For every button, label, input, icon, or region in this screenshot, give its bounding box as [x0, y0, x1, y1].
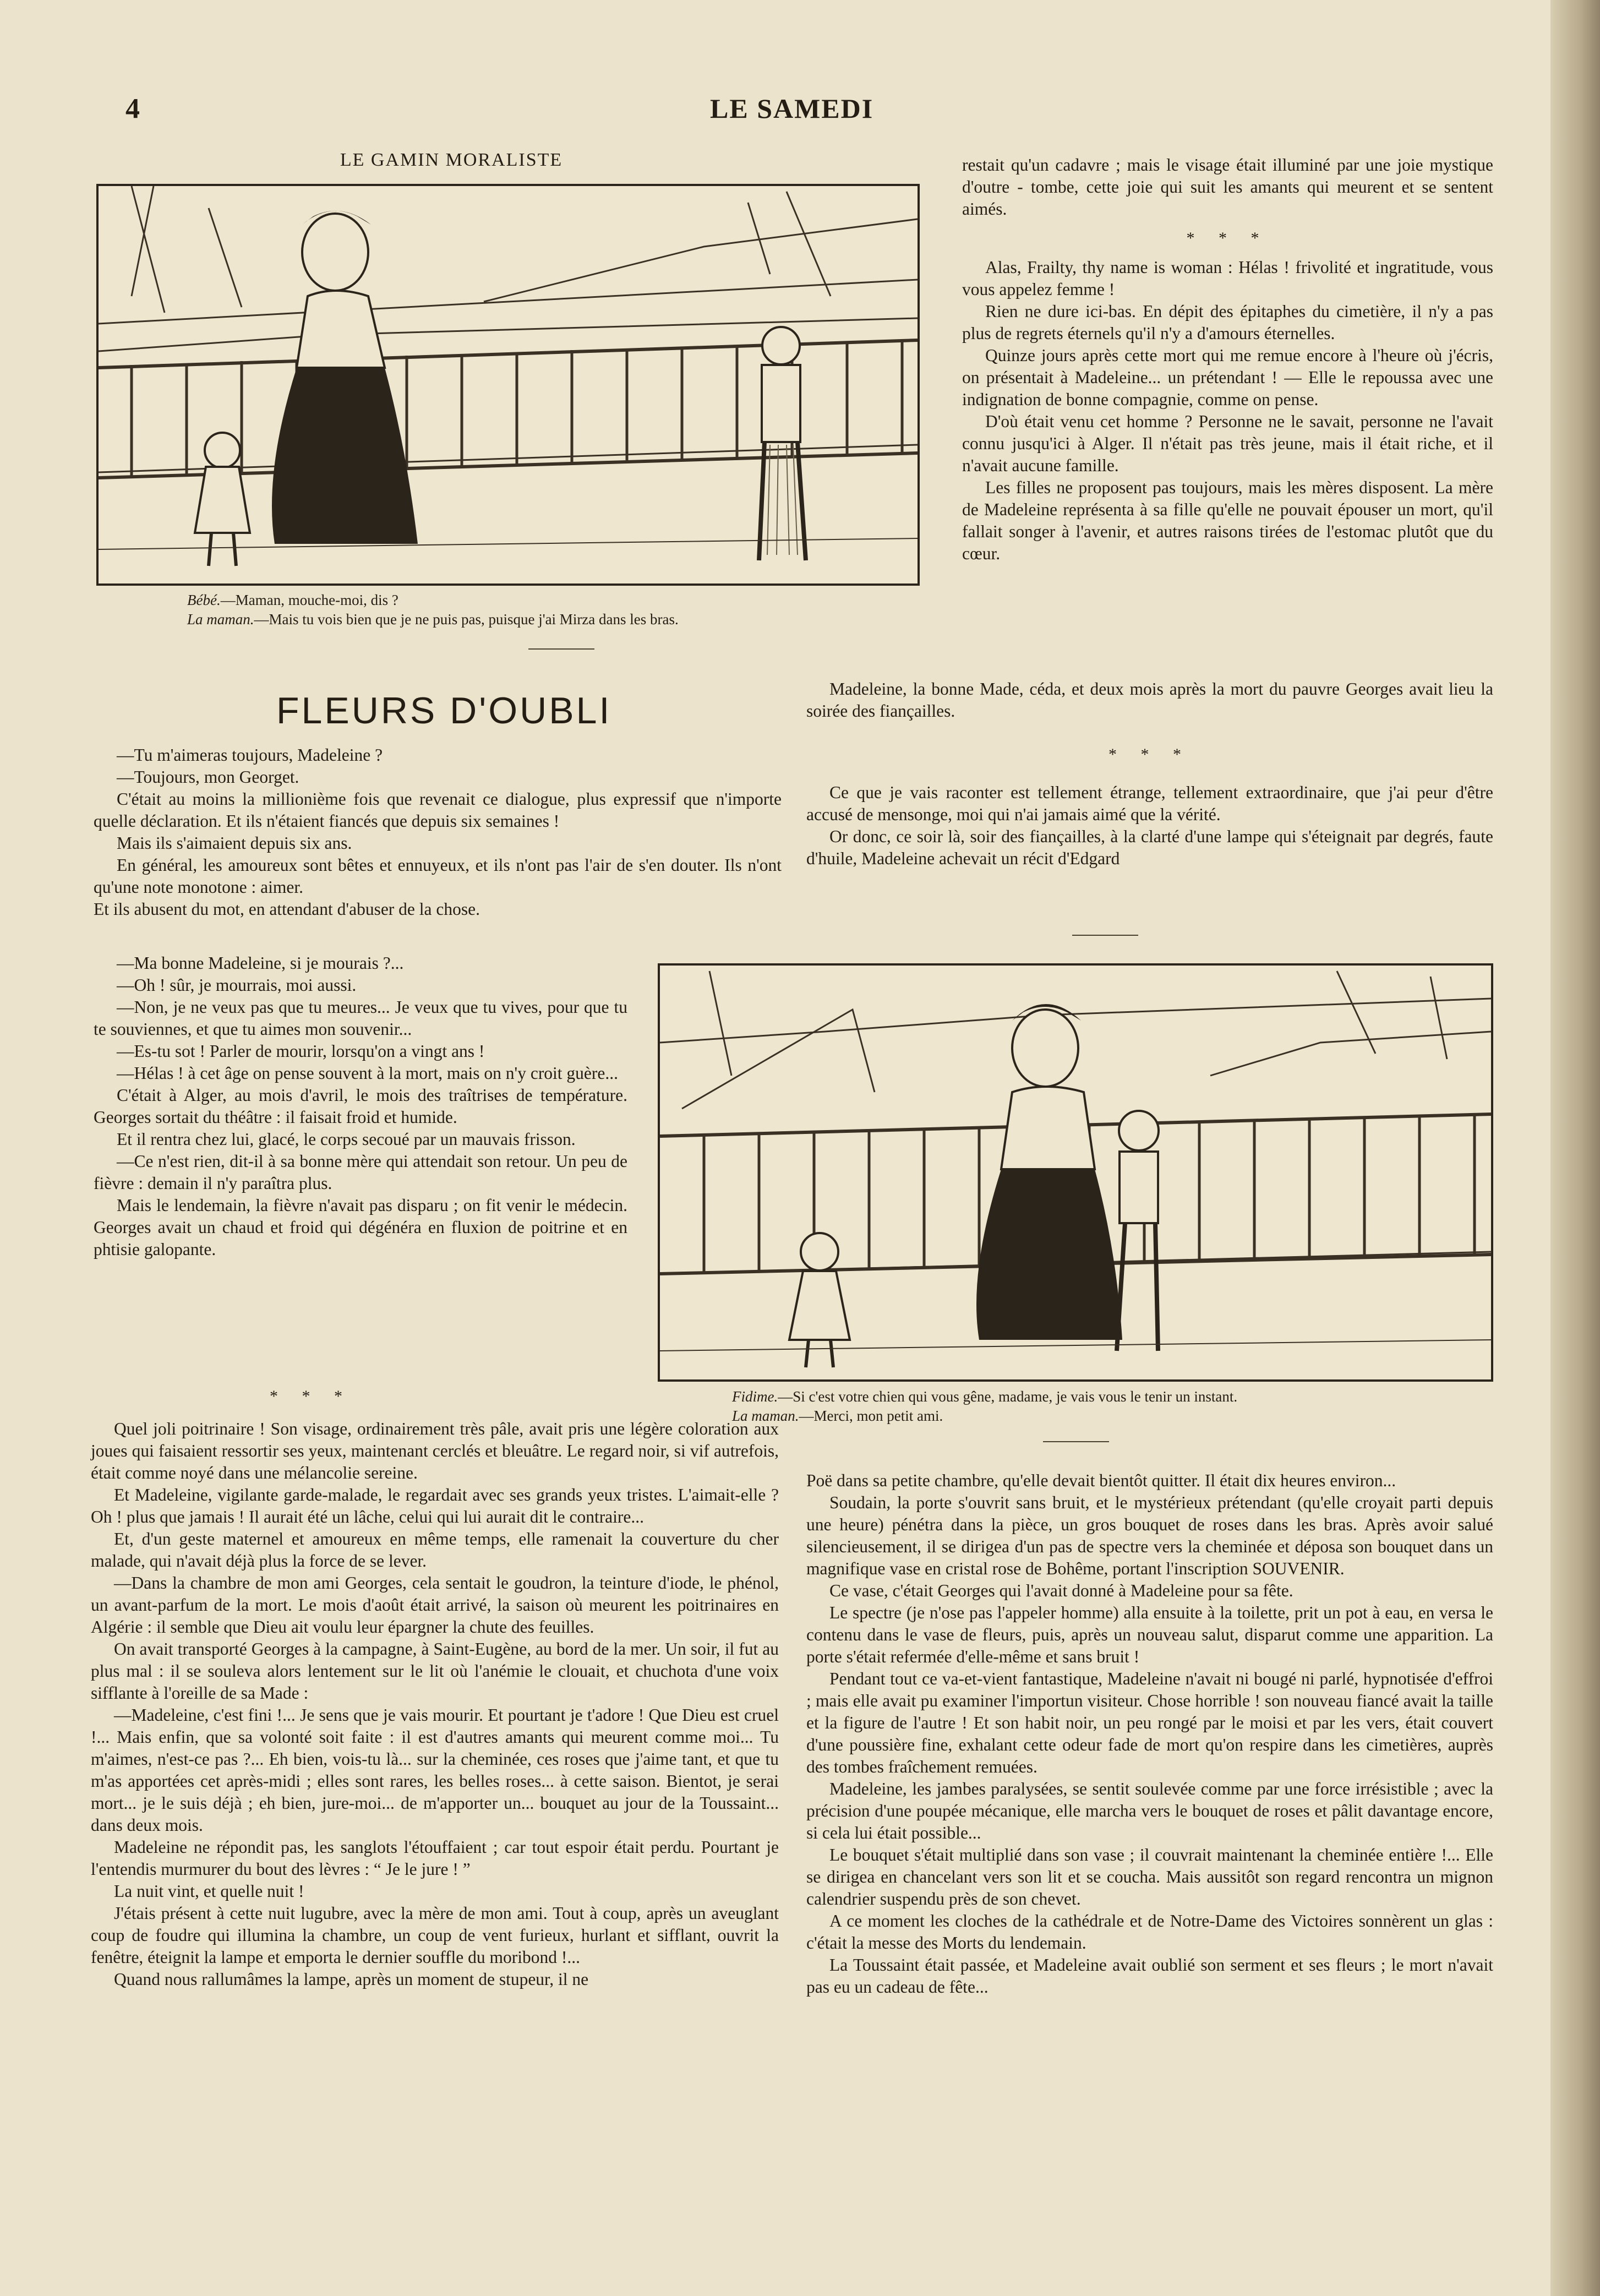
paragraph: Alas, Frailty, thy name is woman : Hélas ! frivolité et ingratitude, vous vous appelez femme ! — [962, 258, 1493, 299]
divider-rule — [1043, 1441, 1109, 1442]
paragraph: Soudain, la porte s'ouvrit sans bruit, et le mystérieux prétendant (qu'elle croyait parti depuis une heure) pénétra dans la pièce, un gros bouquet de roses dans les bras. Après avoir salué silencieusement, il se dirigea d'un pas de spectre vers la cheminée et déposa son bouquet dans un magnifique vase en cristal rose de Bohême, portant l'inscription SOUVENIR. — [806, 1493, 1493, 1578]
paragraph: —Ma bonne Madeleine, si je mourais ?... — [117, 953, 404, 973]
paragraph: —Oh ! sûr, je mourrais, moi aussi. — [117, 975, 357, 995]
paragraph: Et ils abusent du mot, en attendant d'abuser de la chose. — [94, 899, 480, 919]
paragraph: En général, les amoureux sont bêtes et ennuyeux, et ils n'ont pas l'air de s'en douter. Ils n'ont qu'une note monotone : aimer. — [94, 855, 782, 897]
paragraph: Le spectre (je n'ose pas l'appeler homme) alla ensuite à la toilette, prit un pot à eau, en versa le contenu dans le vase de fleurs, puis, après un nouveau salut, disparut comme une apparition. La porte s'était refermée d'elle-même et sans bruit ! — [806, 1603, 1493, 1666]
paragraph: J'étais présent à cette nuit lugubre, avec la mère de mon ami. Tout à coup, après un aveuglant coup de foudre qui illumina la chambre, un coup de vent furieux, hurlant et sifflant, ouvrit la fenêtre, éteignit la lampe et emporta le dernier souffle du moribond !... — [91, 1904, 779, 1967]
paragraph: La Toussaint était passée, et Madeleine avait oublié son serment et ses fleurs ; le mort n'avait pas eu un cadeau de fête... — [806, 1955, 1493, 1997]
column-right-wide — [806, 678, 1493, 870]
caption-line: —Merci, mon petit ami. — [799, 1408, 943, 1425]
cartoon-top-illustration — [96, 184, 920, 586]
section-stars: * * * — [270, 1387, 352, 1405]
caption-line: —Maman, mouche-moi, dis ? — [220, 592, 398, 608]
paragraph: Le bouquet s'était multiplié dans son vase ; il couvrait maintenant la cheminée entière !... Elle se dirigea en chancelant vers son lit et se coucha. Mais aussitôt son regard rencontra un mignon calendrier suspendu près de son chevet. — [806, 1845, 1493, 1908]
caption-line: —Si c'est votre chien qui vous gêne, madame, je vais vous le tenir un instant. — [778, 1388, 1238, 1405]
cartoon-heading: LE GAMIN MORALISTE — [340, 150, 563, 170]
paragraph: —Hélas ! à cet âge on pense souvent à la mort, mais on n'y croit guère... — [117, 1064, 619, 1083]
paragraph: —Tu m'aimeras toujours, Madeleine ? — [117, 745, 383, 765]
paragraph: Et, d'un geste maternel et amoureux en même temps, elle ramenait la couverture du cher malade, qui n'avait déjà plus la force de se lever. — [91, 1529, 779, 1571]
paragraph: Madeleine, les jambes paralysées, se sentit soulevée comme par une force irrésistible ; avec la précision d'une poupée mécanique, elle marcha vers le bouquet de roses et pâlit davantage encore, si cela lui était possible... — [806, 1779, 1493, 1842]
paragraph: C'était au moins la millionième fois que revenait ce dialogue, plus expressif que n'importe quelle déclaration. Et ils n'étaient fiancés que depuis six semaines ! — [94, 789, 782, 831]
cartoon-bottom-illustration — [658, 963, 1493, 1382]
paragraph: On avait transporté Georges à la campagne, à Saint-Eugène, au bord de la mer. Un soir, il fut au plus mal : il se souleva alors lentement sur le lit où l'anémie le clouait, et chuchota d'une voix sifflante à l'oreille de sa Made : — [91, 1639, 779, 1703]
paragraph: Or donc, ce soir là, soir des fiançailles, à la clarté d'une lampe qui s'éteignait par degrés, faute d'huile, Madeleine achevait un récit d'Edgard — [806, 827, 1493, 869]
paragraph: —Es-tu sot ! Parler de mourir, lorsqu'on a vingt ans ! — [117, 1041, 485, 1061]
paragraph: Pendant tout ce va-et-vient fantastique, Madeleine n'avait ni bougé ni parlé, hypnotisée d'effroi ; mais elle avait pu examiner l'importun visiteur. Chose horrible ! son nouveau fiancé avait la taille et la figure de l'autre ! Et son habit noir, un peu rongé par le moisi et par les vers, était couvert d'une poussière fine, exhalant cette odeur fade de mort qu'on respire dans les cimetières, auprès des tombes fraîchement remuées. — [806, 1669, 1493, 1776]
caption-speaker: La maman. — [732, 1408, 799, 1425]
paragraph: Quinze jours après cette mort qui me remue encore à l'heure où j'écris, on présentait à Madeleine... un prétendant ! — Elle le repoussa avec une indignation de bonne compagnie, comme on pense. — [962, 346, 1493, 410]
paragraph: Mais le lendemain, la fièvre n'avait pas disparu ; on fit venir le médecin. Georges avait un chaud et froid qui dégénéra en fluxion de poitrine et en phtisie galopante. — [94, 1196, 627, 1259]
paragraph: C'était à Alger, au mois d'avril, le mois des traîtrises de température. Georges sortait du théâtre : il faisait froid et humide. — [94, 1086, 627, 1127]
paragraph: —Toujours, mon Georget. — [117, 767, 299, 787]
divider-rule — [1072, 935, 1138, 936]
paragraph: —Non, je ne veux pas que tu meures... Je veux que tu vives, pour que tu te souviennes, et que tu aimes mon souvenir... — [94, 997, 627, 1039]
column-left-a — [94, 744, 782, 920]
paragraph: Quand nous rallumâmes la lampe, après un moment de stupeur, il ne — [114, 1970, 589, 1989]
paragraph: —Madeleine, c'est fini !... Je sens que je vais mourir. Et pourtant je t'adore ! Que Dieu est cruel !... Mais enfin, que sa volonté soit faite : il est d'autres amants qui meurent comme moi... Tu m'aimes, n'est-ce pas ?... Eh bien, vois-tu là... sur la cheminée, ces roses que j'aime tant, et que tu m'as apportées cet après-midi ; elles sont rares, les belles roses... à cette saison. Bientot, je serai mort... je le suis déjà ; eh bien, jure-moi... de m'apporter un... bouquet au jour de la Toussaint... dans deux mois. — [91, 1705, 779, 1835]
paragraph: Quel joli poitrinaire ! Son visage, ordinairement très pâle, avait pris une légère coloration aux joues qui faisaient ressortir ses yeux, maintenant cerclés et bleuâtre. Le regard noir, si vif autrefois, était comme noyé dans une mélancolie sereine. — [91, 1419, 779, 1483]
section-stars: * * * — [1186, 229, 1269, 247]
paragraph: Et Madeleine, vigilante garde-malade, le regardait avec ses grands yeux tristes. L'aimait-elle ? Oh ! plus que jamais ! Il aurait été un lâche, celui qui lui aurait dit le contraire... — [91, 1485, 779, 1527]
publication-title: LE SAMEDI — [710, 93, 874, 124]
column-right-top — [962, 154, 1493, 565]
paragraph: La nuit vint, et quelle nuit ! — [114, 1881, 304, 1901]
caption-speaker: La maman. — [187, 611, 254, 628]
cartoon-bottom-caption — [732, 1387, 1492, 1426]
paragraph: Mais ils s'aimaient depuis six ans. — [117, 833, 352, 853]
column-left-b — [94, 952, 627, 1261]
caption-speaker: Fidime. — [732, 1388, 778, 1405]
divider-rule — [528, 648, 594, 650]
column-right-c — [806, 1470, 1493, 1998]
paragraph: A ce moment les cloches de la cathédrale et de Notre-Dame des Victoires sonnèrent un glas : c'était la messe des Morts du lendemain. — [806, 1911, 1493, 1953]
paragraph: Les filles ne proposent pas toujours, mais les mères disposent. La mère de Madeleine représenta à sa fille qu'elle ne pouvait épouser un mort, qu'il fallait songer à l'avenir, et autres raisons tirées de l'estomac plutôt que du cœur. — [962, 478, 1493, 564]
page-number: 4 — [125, 93, 140, 124]
paragraph: Madeleine, la bonne Made, céda, et deux mois après la mort du pauvre Georges avait lieu la soirée des fiançailles. — [806, 679, 1493, 721]
section-stars: * * * — [1108, 745, 1191, 763]
cartoon-bottom-drawing — [660, 966, 1491, 1379]
column-left-c — [91, 1386, 779, 1990]
paragraph: restait qu'un cadavre ; mais le visage était illuminé par une joie mystique d'outre - tombe, cette joie qui suit les amants qui meurent et se sentent aimés. — [962, 155, 1493, 219]
page-edge — [1550, 0, 1600, 2296]
paragraph: D'où était venu cet homme ? Personne ne le savait, personne ne l'avait connu jusqu'ici à Alger. Il n'était pas très jeune, mais il était riche, et il n'avait aucune famille. — [962, 412, 1493, 476]
paragraph: Madeleine ne répondit pas, les sanglots l'étouffaient ; car tout espoir était perdu. Pourtant je l'entendis murmurer du bout des lèvres : “ Je le jure ! ” — [91, 1837, 779, 1879]
paragraph: —Dans la chambre de mon ami Georges, cela sentait le goudron, la teinture d'iode, le phénol, un avant-parfum de la mort. Le mois d'août était arrivé, la saison où meurent les poitrinaires en Algérie : il semble que Dieu ait voulu leur épargner la chute des feuilles. — [91, 1573, 779, 1637]
story-title: FLEURS D'OUBLI — [276, 690, 612, 732]
paragraph: —Ce n'est rien, dit-il à sa bonne mère qui attendait son retour. Un peu de fièvre : demain il n'y paraîtra plus. — [94, 1152, 627, 1193]
paragraph: Ce vase, c'était Georges qui l'avait donné à Madeleine pour sa fête. — [829, 1581, 1293, 1600]
cartoon-top-caption — [187, 591, 919, 629]
paragraph: Ce que je vais raconter est tellement étrange, tellement extraordinaire, que j'ai peur d'être accusé de mensonge, moi qui n'ai jamais aimé que la vérité. — [806, 783, 1493, 825]
caption-line: —Mais tu vois bien que je ne puis pas, puisque j'ai Mirza dans les bras. — [254, 611, 679, 628]
paragraph: Poë dans sa petite chambre, qu'elle devait bientôt quitter. Il était dix heures environ... — [806, 1471, 1396, 1490]
caption-speaker: Bébé. — [187, 592, 221, 608]
cartoon-top-drawing — [99, 186, 918, 583]
paragraph: Rien ne dure ici-bas. En dépit des épitaphes du cimetière, il n'y a pas plus de regrets éternels qu'il n'y a d'amours éternelles. — [962, 302, 1493, 343]
paragraph: Et il rentra chez lui, glacé, le corps secoué par un mauvais frisson. — [117, 1130, 576, 1149]
